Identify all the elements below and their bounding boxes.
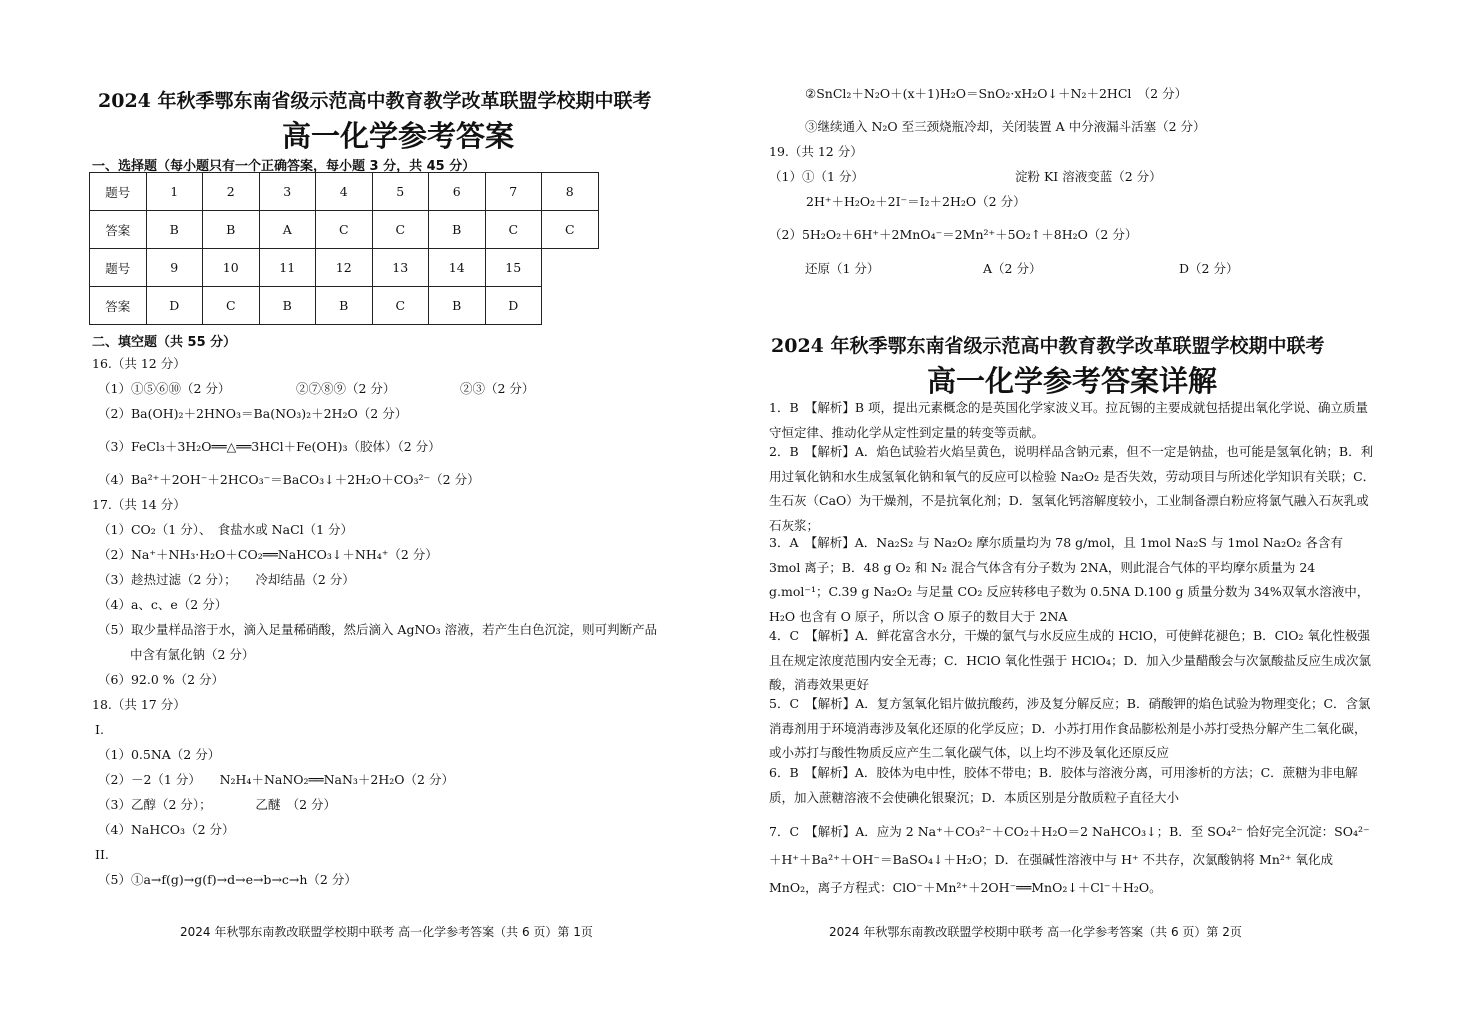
page-footer: 2024 年秋鄂东南教改联盟学校期中联考 高一化学参考答案（共 6 页）第 1页 <box>180 925 593 939</box>
q18-part-1: I. <box>95 722 104 737</box>
question-number: 8 <box>542 173 599 211</box>
answer-key-title: 高一化学参考答案 <box>282 119 515 153</box>
q16-line-3: （3）FeCl₃＋3H₂O══△══3HCl＋Fe(OH)₃（胶体）（2 分） <box>98 439 441 454</box>
explanation-title: 高一化学参考答案详解 <box>927 364 1218 398</box>
table-row <box>90 249 599 287</box>
q17-line-1: （1）CO₂（1 分）、 食盐水或 NaCl（1 分） <box>98 522 354 537</box>
question-number: 12 <box>316 249 373 287</box>
q18-line-4: （4）NaHCO₃（2 分） <box>98 822 235 837</box>
question-number: 11 <box>259 249 316 287</box>
q16-line-1a: （1）①⑤⑥⑩（2 分） <box>98 381 231 396</box>
q19-line-1b: 淀粉 KI 溶液变蓝（2 分） <box>1015 169 1162 184</box>
answer-cell: B <box>429 287 486 325</box>
row-label: 题号 <box>90 249 147 287</box>
q17-line-4: （4）a、c、e（2 分） <box>98 597 228 612</box>
q17-line-2: （2）Na⁺＋NH₃·H₂O＋CO₂══NaHCO₃↓＋NH₄⁺（2 分） <box>98 547 438 562</box>
answer-table <box>89 172 599 325</box>
section-fill-in: 二、填空题（共 55 分） <box>92 335 237 350</box>
exam-header-title: 2024 年秋季鄂东南省级示范高中教育教学改革联盟学校期中联考 <box>771 335 1325 357</box>
q19-line-3b: A（2 分） <box>983 261 1042 276</box>
answer-cell: B <box>146 211 203 249</box>
q18-line-1: （1）0.5NA（2 分） <box>98 747 221 762</box>
question-number: 2 <box>203 173 260 211</box>
question-number: 13 <box>372 249 429 287</box>
answer-cell: A <box>259 211 316 249</box>
table-row <box>90 173 599 211</box>
empty-cell <box>542 249 599 287</box>
exam-header-title: 2024 年秋季鄂东南省级示范高中教育教学改革联盟学校期中联考 <box>98 90 652 112</box>
question-number: 9 <box>146 249 203 287</box>
answer-cell: C <box>316 211 373 249</box>
answer-cell: D <box>485 287 542 325</box>
answer-cell: C <box>203 287 260 325</box>
explanation-4: 4．C 【解析】A．鲜花富含水分，干燥的氯气与水反应生成的 HClO，可使鲜花褪色；B．ClO₂ 氧化性极强且在规定浓度范围内安全无毒；C．HClO 氧化性强于 HClO₄；D．加入少量醋酸会与次氯酸盐反应生成次氯酸，消毒效果更好 <box>769 628 1371 692</box>
table-row <box>90 211 599 249</box>
explanation-5: 5．C 【解析】A．复方氢氧化铝片做抗酸药，涉及复分解反应；B．硝酸钾的焰色试验为物理变化；C．含氯消毒剂用于环境消毒涉及氧化还原的化学反应；D．小苏打用作食品膨松剂是小苏打受热分解产生二氧化碳，或小苏打与酸性物质反应产生二氧化碳气体，以上均不涉及氧化还原反应 <box>769 696 1371 760</box>
q16-line-4: （4）Ba²⁺＋2OH⁻＋2HCO₃⁻＝BaCO₃↓＋2H₂O＋CO₃²⁻（2 分） <box>98 472 480 487</box>
q19-line-3a: 还原（1 分） <box>805 261 880 276</box>
section-multiple-choice: 一、选择题（每小题只有一个正确答案，每小题 3 分，共 45 分） <box>92 159 476 174</box>
answer-cell: B <box>203 211 260 249</box>
empty-cell <box>542 287 599 325</box>
q19-head: 19.（共 12 分） <box>769 144 863 159</box>
q19-line-1c: 2H⁺＋H₂O₂＋2I⁻＝I₂＋2H₂O（2 分） <box>806 194 1026 209</box>
question-number: 1 <box>146 173 203 211</box>
q17-line-5b: 中含有氯化钠（2 分） <box>130 647 255 662</box>
answer-cell: C <box>485 211 542 249</box>
explanation-1: 1．B 【解析】B 项，提出元素概念的是英国化学家波义耳。拉瓦锡的主要成就包括提出氧化学说、确立质量守恒定律、推动化学从定性到定量的转变等贡献。 <box>769 400 1369 440</box>
table-row <box>90 287 599 325</box>
q18-head: 18.（共 17 分） <box>92 697 186 712</box>
page-2 <box>737 0 1474 1021</box>
answer-cell: B <box>316 287 373 325</box>
answer-cell: B <box>259 287 316 325</box>
q16-head: 16.（共 12 分） <box>92 356 186 371</box>
question-number: 4 <box>316 173 373 211</box>
row-label: 答案 <box>90 287 147 325</box>
row-label: 题号 <box>90 173 147 211</box>
q18-part-2: II. <box>95 847 109 862</box>
explanation-2: 2．B 【解析】A．焰色试验若火焰呈黄色，说明样品含钠元素，但不一定是钠盐，也可能是氢氧化钠；B．利用过氧化钠和水生成氢氧化钠和氧气的反应可以检验 Na₂O₂ 是否失效，劳动项目与所述化学知识有关联；C．生石灰（CaO）为干燥剂，不是抗氧化剂；D．氢氧化钙溶解度较小，工业制备漂白粉应将氯气融入石灰乳或石灰浆； <box>769 444 1376 533</box>
q18-line-5: （5）①a→f(g)→g(f)→d→e→b→c→h（2 分） <box>98 872 357 887</box>
question-number: 10 <box>203 249 260 287</box>
question-number: 7 <box>485 173 542 211</box>
q17-line-5a: （5）取少量样品溶于水，滴入足量稀硝酸，然后滴入 AgNO₃ 溶液，若产生白色沉淀，则可判断产品 <box>98 622 658 637</box>
q19-line-3c: D（2 分） <box>1179 261 1239 276</box>
q17-head: 17.（共 14 分） <box>92 497 186 512</box>
explanation-3: 3．A 【解析】A．Na₂S₂ 与 Na₂O₂ 摩尔质量均为 78 g/mol，且 1mol Na₂S 与 1mol Na₂O₂ 各含有 3mol 离子；B．48 g O₂ 和 N₂ 混合气体含有分子数为 2NA，则此混合气体的平均摩尔质量为 24 g.mol⁻¹；C.39 g Na₂O₂ 与足量 CO₂ 反应转移电子数为 0.5NA D.100 g 质量分数为 34%双氧水溶液中，H₂O 也含有 O 原子，所以含 O 原子的数目大于 2NA <box>769 535 1370 624</box>
answer-cell: C <box>542 211 599 249</box>
q18-line-5-3: ③继续通入 N₂O 至三颈烧瓶冷却，关闭装置 A 中分液漏斗活塞（2 分） <box>805 119 1206 134</box>
page-footer: 2024 年秋鄂东南教改联盟学校期中联考 高一化学参考答案（共 6 页）第 2页 <box>829 925 1242 939</box>
answer-cell: D <box>146 287 203 325</box>
explanation-7: 7．C 【解析】A．应为 2 Na⁺＋CO₃²⁻＋CO₂＋H₂O＝2 NaHCO₃↓；B．至 SO₄²⁻ 恰好完全沉淀：SO₄²⁻＋H⁺＋Ba²⁺＋OH⁻＝BaSO₄↓＋H₂O；D．在强碱性溶液中与 H⁺ 不共存，次氯酸钠将 Mn²⁺ 氧化成 MnO₂，离子方程式：ClO⁻＋Mn²⁺＋2OH⁻══MnO₂↓＋Cl⁻＋H₂O。 <box>769 824 1370 895</box>
question-number: 15 <box>485 249 542 287</box>
q17-line-3: （3）趁热过滤（2 分）； 冷却结晶（2 分） <box>98 572 355 587</box>
question-number: 3 <box>259 173 316 211</box>
q17-line-6: （6）92.0 %（2 分） <box>98 672 225 687</box>
answer-cell: B <box>429 211 486 249</box>
q18-line-5-2: ②SnCl₂＋N₂O＋(x＋1)H₂O＝SnO₂·xH₂O↓＋N₂＋2HCl （2 分） <box>805 86 1188 101</box>
answer-cell: C <box>372 287 429 325</box>
q19-line-1a: （1）①（1 分） <box>769 169 864 184</box>
q16-line-1c: ②③（2 分） <box>460 381 535 396</box>
question-number: 5 <box>372 173 429 211</box>
question-number: 14 <box>429 249 486 287</box>
row-label: 答案 <box>90 211 147 249</box>
q16-line-2: （2）Ba(OH)₂＋2HNO₃＝Ba(NO₃)₂＋2H₂O（2 分） <box>98 406 408 421</box>
answer-cell: C <box>372 211 429 249</box>
q18-line-3: （3）乙醇（2 分）； 乙醚 （2 分） <box>98 797 337 812</box>
explanation-6: 6．B 【解析】A．胶体为电中性，胶体不带电；B．胶体与溶液分离，可用渗析的方法；C．蔗糖为非电解质，加入蔗糖溶液不会使碘化银聚沉；D．本质区别是分散质粒子直径大小 <box>769 765 1358 805</box>
question-number: 6 <box>429 173 486 211</box>
q18-line-2: （2）－2（1 分） N₂H₄＋NaNO₂══NaN₃＋2H₂O（2 分） <box>98 772 454 787</box>
q19-line-2: （2）5H₂O₂＋6H⁺＋2MnO₄⁻＝2Mn²⁺＋5O₂↑＋8H₂O（2 分） <box>769 227 1138 242</box>
q16-line-1b: ②⑦⑧⑨（2 分） <box>296 381 396 396</box>
